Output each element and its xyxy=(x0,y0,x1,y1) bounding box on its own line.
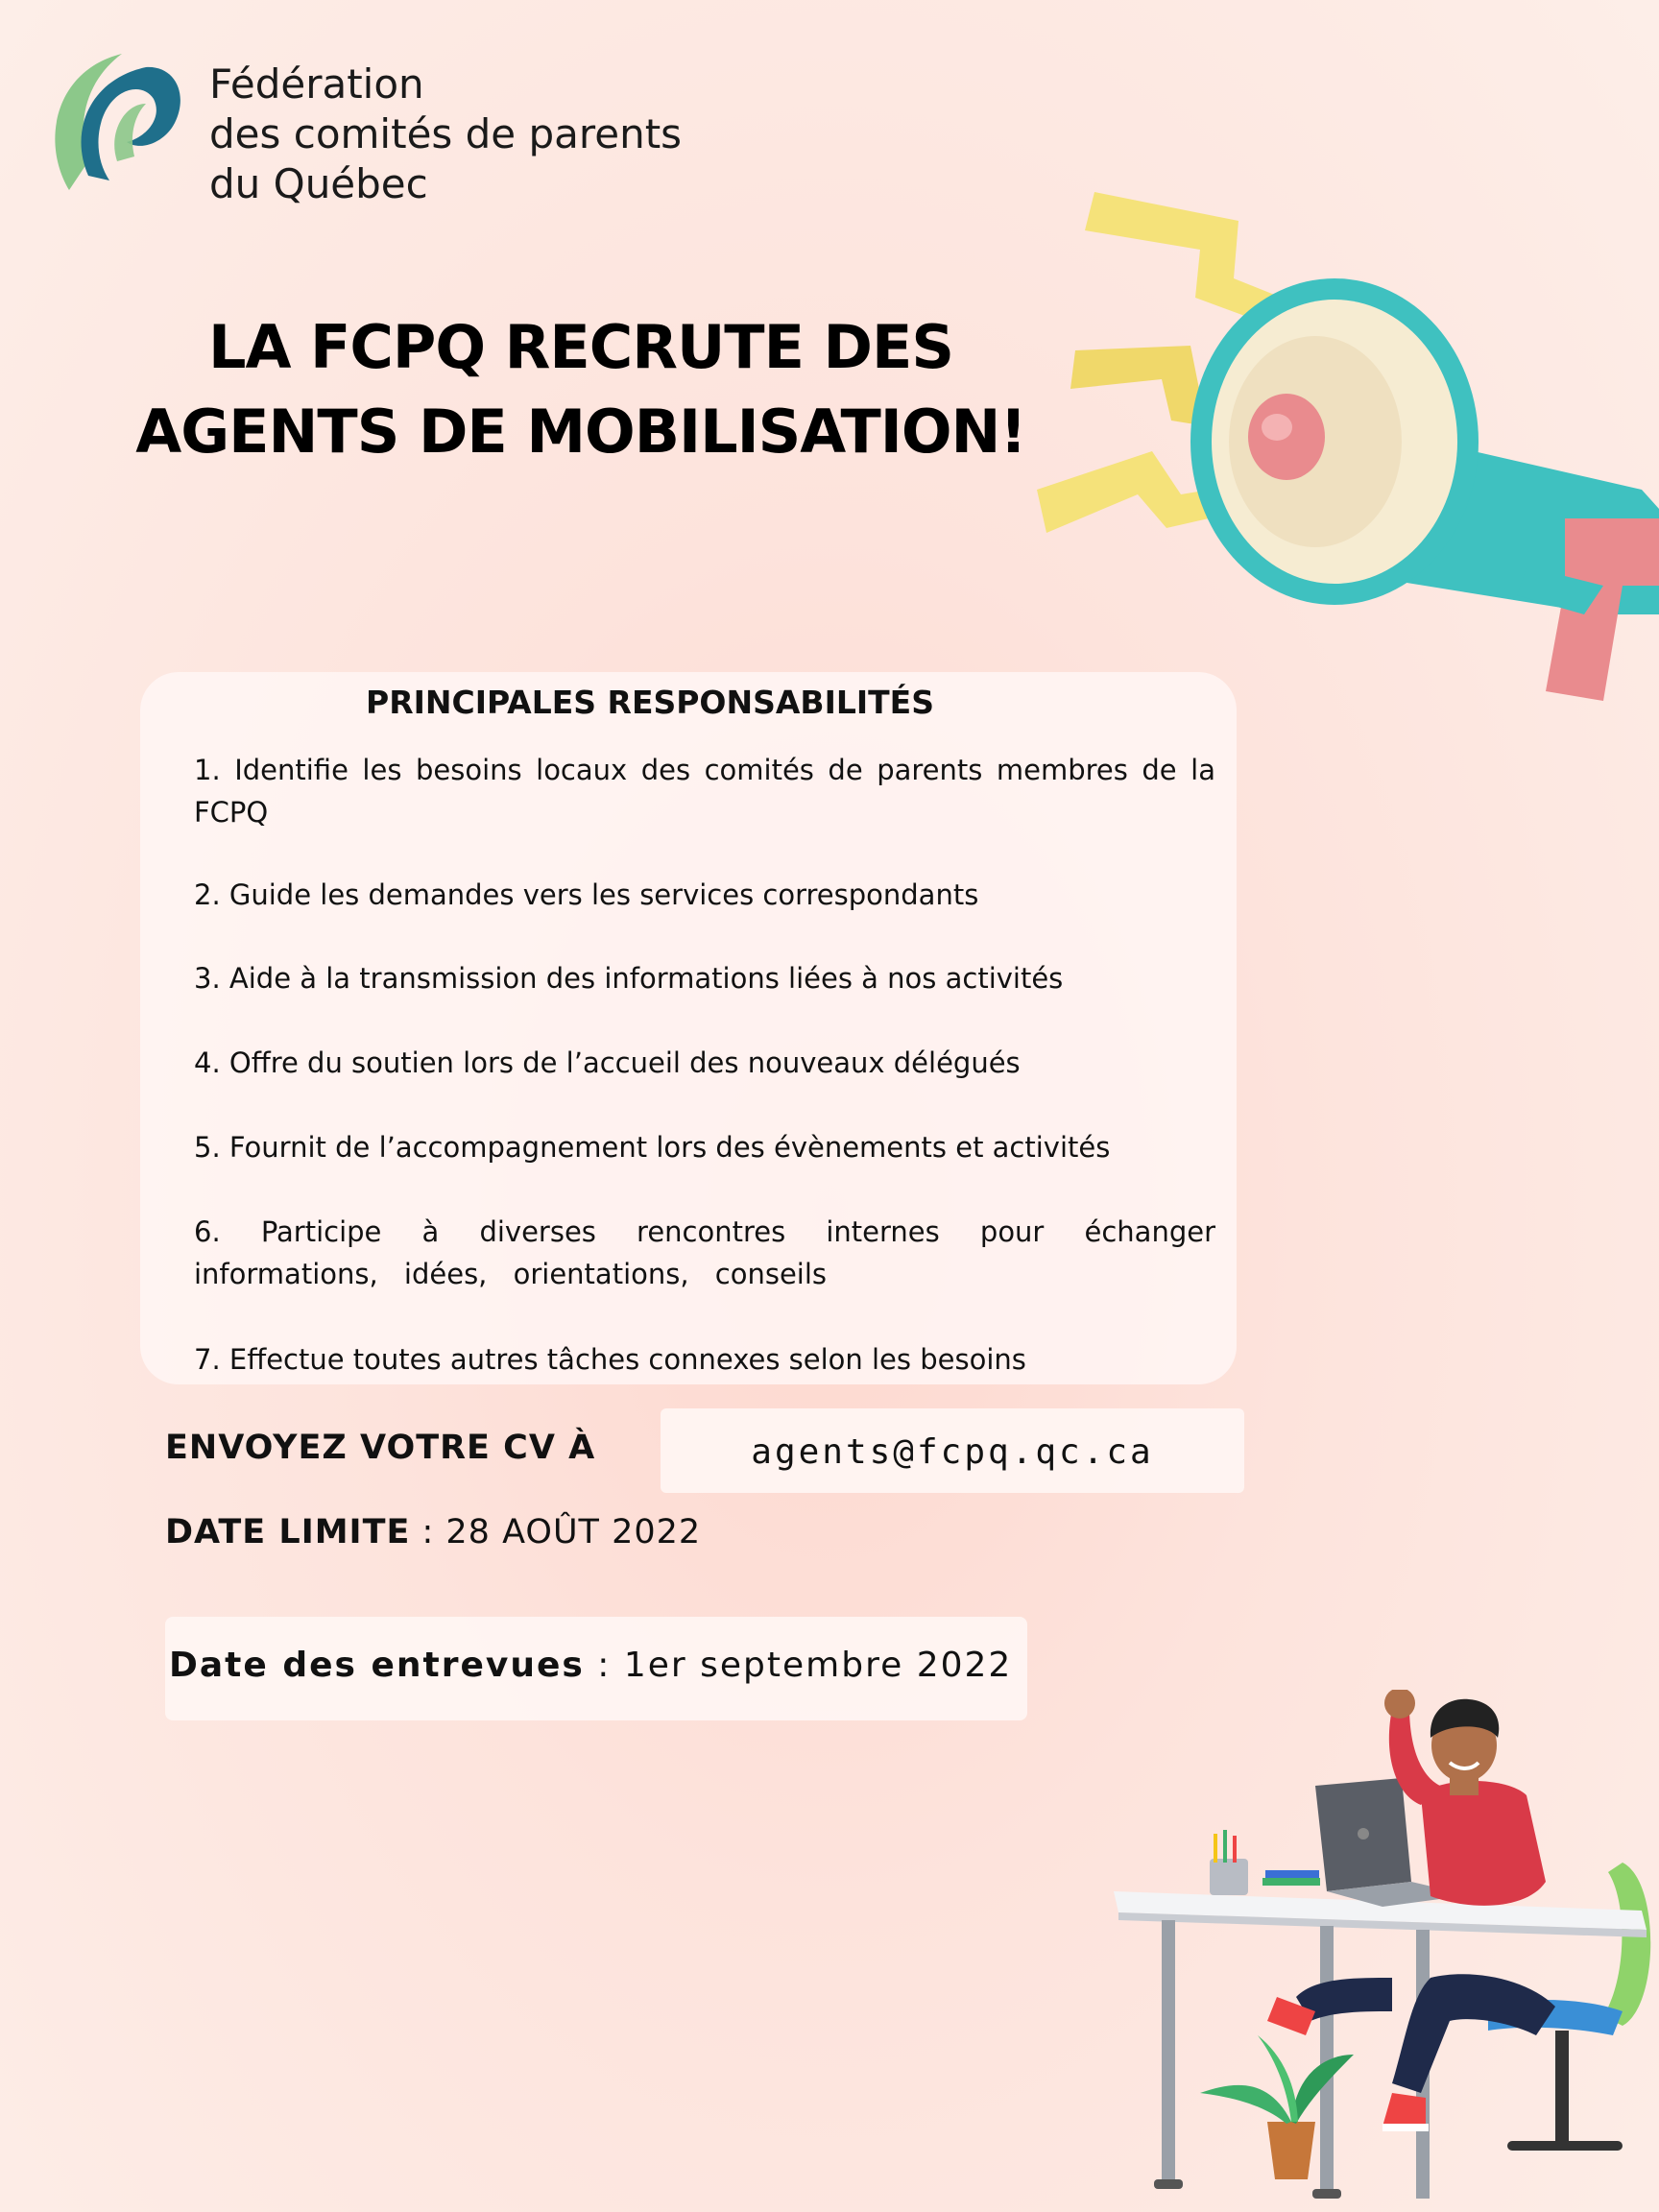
interview-separator: : xyxy=(584,1646,624,1685)
page-title-line-2: AGENTS DE MOBILISATION! xyxy=(135,397,1026,467)
responsibility-item: 7. Effectue toutes autres tâches connexes selon les besoins xyxy=(194,1343,1026,1376)
organization-name-line: du Québec xyxy=(209,160,428,207)
page-title-line-1: LA FCPQ RECRUTE DES xyxy=(207,312,954,382)
organization-name-line: Fédération xyxy=(209,60,424,108)
responsibility-item: 1. Identifie les besoins locaux des comités de parents membres de la FCPQ xyxy=(194,754,1215,829)
responsibility-item: 4. Offre du soutien lors de l’accueil des nouveaux délégués xyxy=(194,1046,1021,1079)
responsibility-item: 2. Guide les demandes vers les services correspondants xyxy=(194,878,979,911)
organization-name-line: des comités de parents xyxy=(209,110,683,157)
person-at-desk-illustration xyxy=(1104,1690,1659,2212)
responsibility-item: 5. Fournit de l’accompagnement lors des évènements et activités xyxy=(194,1131,1111,1164)
deadline-value: 28 AOÛT 2022 xyxy=(445,1513,702,1551)
megaphone-icon xyxy=(1027,163,1659,720)
deadline-label: DATE LIMITE xyxy=(165,1513,411,1551)
interview-value: 1er septembre 2022 xyxy=(623,1646,1013,1685)
interview-label: Date des entrevues xyxy=(169,1646,585,1685)
responsibility-item: 3. Aide à la transmission des informations liées à nos activités xyxy=(194,962,1064,995)
deadline-separator: : xyxy=(410,1513,446,1551)
send-cv-label: ENVOYEZ VOTRE CV À xyxy=(165,1429,596,1467)
deadline xyxy=(165,1513,701,1551)
page-title xyxy=(58,305,1104,474)
interview-date xyxy=(169,1646,1012,1685)
fcpq-logo-icon xyxy=(50,46,192,200)
organization-name xyxy=(209,60,682,209)
responsibility-item: 6. Participe à diverses rencontres internes pour échanger informations, idées, orientations, conseils xyxy=(194,1215,1215,1290)
responsibilities-title: PRINCIPALES RESPONSABILITÉS xyxy=(366,684,934,721)
contact-email-link[interactable]: agents@fcpq.qc.ca xyxy=(751,1432,1154,1472)
